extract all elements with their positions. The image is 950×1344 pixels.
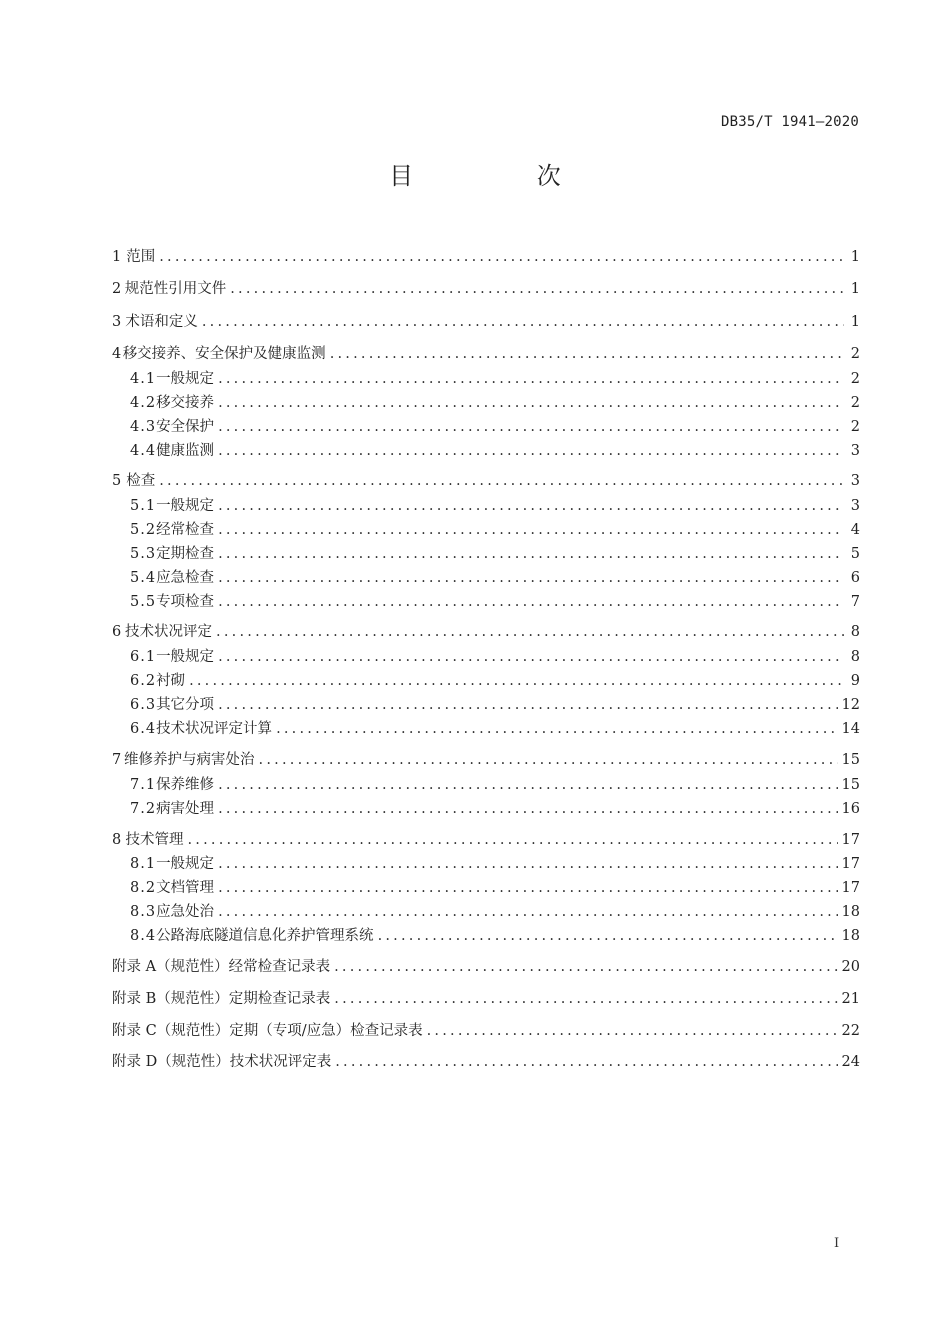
toc-entry-title: 一般规定 — [156, 371, 215, 387]
toc-entry[interactable] — [130, 797, 860, 819]
toc-entry-page: 20 — [841, 959, 860, 975]
toc-leader-dots — [218, 570, 844, 586]
toc-leader-dots — [188, 832, 838, 848]
toc-entry[interactable] — [112, 245, 860, 267]
toc-entry-number: 8.3 — [130, 904, 157, 920]
toc-entry-title: 健康监测 — [156, 443, 215, 459]
toc-entry-number: 5 — [112, 473, 122, 489]
toc-entry-page: 8 — [850, 624, 860, 640]
toc-entry-page: 5 — [850, 546, 860, 562]
toc-entry[interactable] — [130, 391, 860, 413]
toc-entry-number: 6.1 — [130, 649, 157, 665]
toc-entry-page: 2 — [850, 346, 860, 362]
toc-appendix-entry[interactable] — [112, 987, 860, 1009]
toc-entry-title: 维修养护与病害处治 — [124, 752, 255, 768]
toc-entry-number: 附录 C（规范性） — [112, 1023, 230, 1039]
toc-entry-number: 2 — [112, 281, 122, 297]
toc-leader-dots — [218, 856, 837, 872]
toc-entry[interactable] — [112, 828, 860, 850]
toc-entry-title: 应急检查 — [156, 570, 215, 586]
toc-entry-title: 规范性引用文件 — [124, 281, 227, 297]
toc-entry-title: 经常检查记录表 — [228, 959, 331, 975]
toc-entry-number: 5.1 — [130, 498, 157, 514]
toc-entry-page: 14 — [841, 721, 860, 737]
toc-entry-number: 4.3 — [130, 419, 157, 435]
toc-entry-page: 17 — [841, 856, 860, 872]
toc-leader-dots — [218, 419, 844, 435]
toc-leader-dots — [218, 880, 837, 896]
toc-entry-title: 定期（专项/应急）检查记录表 — [229, 1023, 423, 1039]
toc-leader-dots — [230, 281, 844, 297]
toc-leader-dots — [202, 314, 844, 330]
toc-leader-dots — [330, 346, 844, 362]
toc-entry-title: 经常检查 — [156, 522, 215, 538]
toc-entry-page: 17 — [841, 832, 860, 848]
toc-entry-number: 4.1 — [130, 371, 157, 387]
toc-entry-title: 定期检查记录表 — [228, 991, 331, 1007]
toc-entry-number: 8.4 — [130, 928, 157, 944]
toc-entry-page: 22 — [841, 1023, 860, 1039]
toc-entry[interactable] — [112, 310, 860, 332]
toc-entry-title: 术语和定义 — [125, 314, 198, 330]
toc-leader-dots — [259, 752, 838, 768]
toc-entry-page: 17 — [841, 880, 860, 896]
toc-entry-number: 5.5 — [130, 594, 157, 610]
toc-entry-number: 8 — [112, 832, 122, 848]
toc-entry-number: 8.2 — [130, 880, 157, 896]
toc-leader-dots — [427, 1023, 838, 1039]
toc-entry[interactable] — [130, 518, 860, 540]
toc-entry-title: 一般规定 — [156, 649, 215, 665]
toc-entry[interactable] — [112, 620, 860, 642]
toc-entry-title: 病害处理 — [156, 801, 215, 817]
toc-entry-number: 附录 B（规范性） — [112, 991, 229, 1007]
toc-entry-page: 18 — [841, 904, 860, 920]
toc-entry-page: 21 — [841, 991, 860, 1007]
toc-entry[interactable] — [112, 277, 860, 299]
toc-entry-number: 附录 A（规范性） — [112, 959, 229, 975]
toc-entry[interactable] — [112, 342, 860, 364]
toc-entry-title: 移交接养、安全保护及健康监测 — [122, 346, 326, 362]
toc-leader-dots — [218, 522, 844, 538]
toc-entry-number: 1 — [112, 249, 122, 265]
toc-leader-dots — [218, 395, 844, 411]
toc-entry-page: 3 — [850, 443, 860, 459]
toc-entry[interactable] — [130, 645, 860, 667]
toc-entry-page: 3 — [850, 498, 860, 514]
toc-entry-title: 安全保护 — [156, 419, 215, 435]
toc-leader-dots — [218, 498, 844, 514]
toc-entry-title: 技术状况评定计算 — [156, 721, 273, 737]
toc-entry-page: 1 — [850, 281, 860, 297]
toc-leader-dots — [335, 1054, 837, 1070]
toc-entry[interactable] — [130, 590, 860, 612]
toc-entry-title: 一般规定 — [156, 856, 215, 872]
toc-appendix-entry[interactable] — [112, 1050, 860, 1072]
toc-entry-page: 18 — [841, 928, 860, 944]
toc-entry-page: 3 — [850, 473, 860, 489]
toc-entry-title: 检查 — [126, 473, 156, 489]
toc-entry-page: 2 — [850, 419, 860, 435]
toc-leader-dots — [218, 443, 844, 459]
toc-entry-number: 7 — [112, 752, 122, 768]
toc-entry[interactable] — [130, 900, 860, 922]
toc-entry-page: 12 — [841, 697, 860, 713]
toc-entry-title: 移交接养 — [156, 395, 215, 411]
toc-entry[interactable] — [130, 924, 860, 946]
toc-entry-number: 6.4 — [130, 721, 157, 737]
toc-entry-title: 一般规定 — [156, 498, 215, 514]
toc-entry[interactable] — [130, 494, 860, 516]
toc-leader-dots — [218, 594, 844, 610]
toc-entry-page: 15 — [841, 777, 860, 793]
toc-leader-dots — [159, 473, 844, 489]
toc-entry-number: 6.2 — [130, 673, 157, 689]
toc-entry-title: 专项检查 — [156, 594, 215, 610]
toc-entry[interactable] — [130, 439, 860, 461]
toc-entry-title: 文档管理 — [156, 880, 215, 896]
toc-entry[interactable] — [130, 876, 860, 898]
toc-leader-dots — [334, 959, 837, 975]
toc-entry-number: 5.2 — [130, 522, 157, 538]
toc-entry-page: 24 — [841, 1054, 860, 1070]
toc-appendix-entry[interactable] — [112, 955, 860, 977]
toc-leader-dots — [189, 673, 844, 689]
toc-appendix-entry[interactable] — [112, 1019, 860, 1041]
toc-leader-dots — [218, 904, 837, 920]
toc-entry[interactable] — [112, 469, 860, 491]
toc-entry[interactable] — [130, 566, 860, 588]
toc-entry-title: 应急处治 — [156, 904, 215, 920]
toc-leader-dots — [276, 721, 837, 737]
toc-entry[interactable] — [130, 693, 860, 715]
toc-entry[interactable] — [130, 852, 860, 874]
toc-entry-number: 8.1 — [130, 856, 157, 872]
toc-leader-dots — [218, 371, 844, 387]
toc-entry-number: 附录 D（规范性） — [112, 1054, 230, 1070]
toc-entry-number: 4.4 — [130, 443, 157, 459]
toc-entry-title: 范围 — [126, 249, 156, 265]
toc-entry[interactable] — [130, 415, 860, 437]
toc-entry-number: 7.2 — [130, 801, 157, 817]
toc-leader-dots — [218, 801, 837, 817]
toc-entry-page: 9 — [850, 673, 860, 689]
toc-entry-number: 6.3 — [130, 697, 157, 713]
toc-entry-title: 定期检查 — [156, 546, 215, 562]
toc-entry-page: 15 — [841, 752, 860, 768]
toc-entry-page: 16 — [841, 801, 860, 817]
toc-entry-page: 2 — [850, 395, 860, 411]
toc-entry-page: 6 — [850, 570, 860, 586]
toc-entry-page: 1 — [850, 249, 860, 265]
document-code: DB35/T 1941—2020 — [720, 114, 859, 130]
toc-entry-number: 5.3 — [130, 546, 157, 562]
toc-entry-page: 8 — [850, 649, 860, 665]
toc-entry-title: 衬砌 — [156, 673, 186, 689]
page-number: I — [834, 1236, 840, 1251]
toc-entry-page: 4 — [850, 522, 860, 538]
toc-entry-title: 其它分项 — [156, 697, 215, 713]
toc-entry-title: 技术状况评定 — [125, 624, 213, 640]
toc-leader-dots — [218, 697, 837, 713]
toc-leader-dots — [218, 546, 844, 562]
toc-leader-dots — [218, 777, 837, 793]
toc-entry-number: 4 — [112, 346, 122, 362]
toc-leader-dots — [159, 249, 844, 265]
toc-entry-page: 7 — [850, 594, 860, 610]
toc-entry[interactable] — [130, 669, 860, 691]
toc-entry-title: 技术管理 — [125, 832, 184, 848]
toc-entry-title: 技术状况评定表 — [229, 1054, 332, 1070]
toc-entry[interactable] — [130, 367, 860, 389]
toc-entry-number: 3 — [112, 314, 122, 330]
toc-leader-dots — [334, 991, 837, 1007]
toc-leader-dots — [218, 649, 844, 665]
toc-entry[interactable] — [112, 748, 860, 770]
page-title: 目 次 — [389, 162, 619, 190]
toc-leader-dots — [216, 624, 844, 640]
toc-entry-number: 5.4 — [130, 570, 157, 586]
toc-entry-title: 保养维修 — [156, 777, 215, 793]
toc-entry[interactable] — [130, 542, 860, 564]
toc-leader-dots — [378, 928, 838, 944]
toc-entry[interactable] — [130, 773, 860, 795]
toc-entry-title: 公路海底隧道信息化养护管理系统 — [156, 928, 374, 944]
toc-entry-number: 4.2 — [130, 395, 157, 411]
toc-entry-number: 7.1 — [130, 777, 157, 793]
toc-entry-number: 6 — [112, 624, 122, 640]
toc-entry[interactable] — [130, 717, 860, 739]
toc-entry-page: 2 — [850, 371, 860, 387]
toc-entry-page: 1 — [850, 314, 860, 330]
